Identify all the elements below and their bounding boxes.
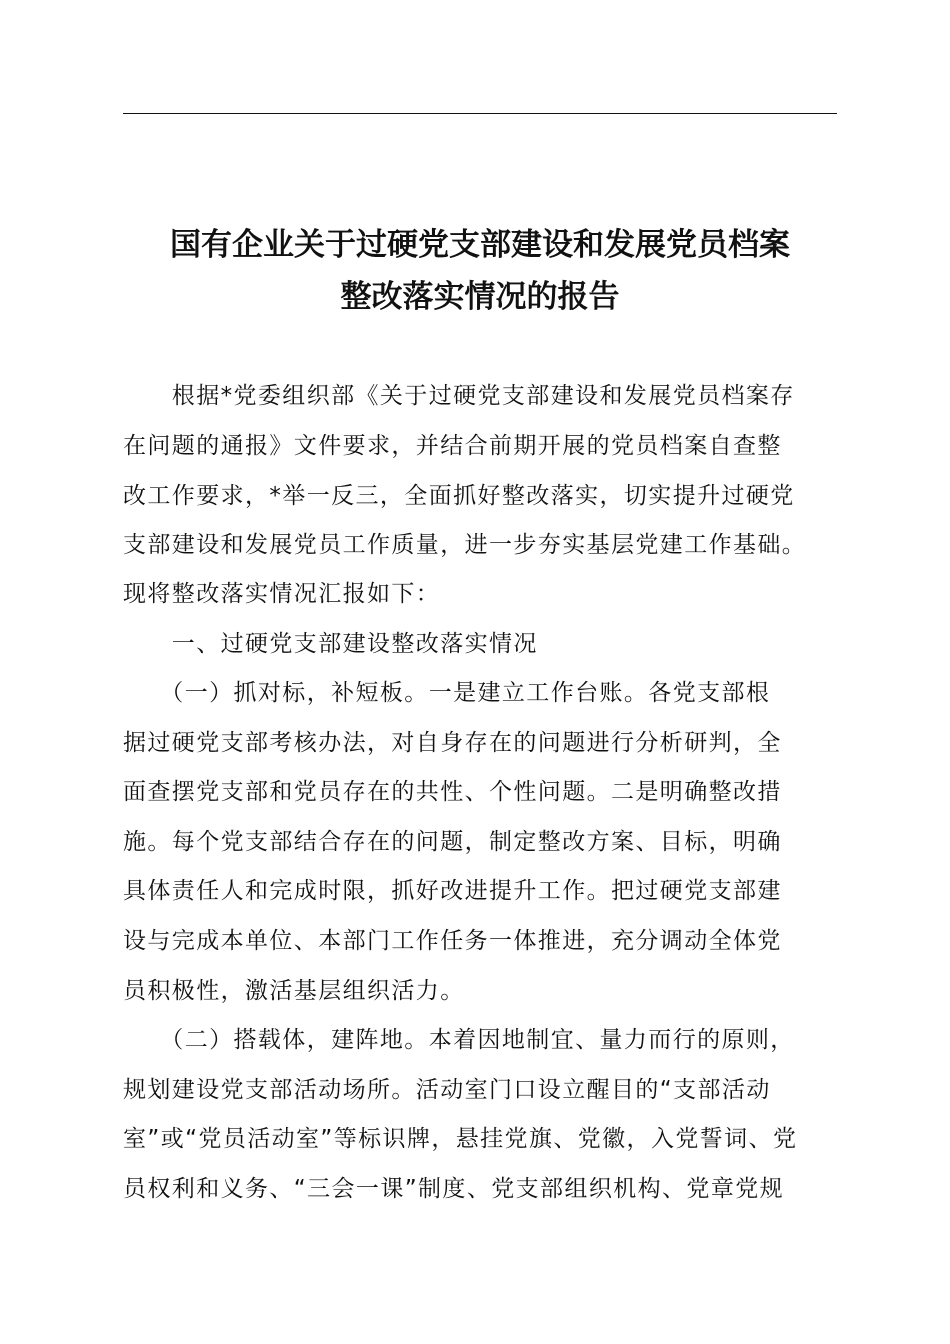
body-line: 在问题的通报》文件要求，并结合前期开展的党员档案自查整 — [123, 433, 782, 459]
body-line: 室”或“党员活动室”等标识牌，悬挂党旗、党徽，入党誓词、党 — [123, 1126, 798, 1152]
body-line: 支部建设和发展党员工作质量，进一步夯实基层党建工作基础。 — [123, 532, 807, 558]
body-line: 现将整改落实情况汇报如下： — [123, 581, 441, 607]
body-line: 员权利和义务、“三会一课”制度、党支部组织机构、党章党规 — [123, 1176, 785, 1202]
document-title-line-1: 国有企业关于过硬党支部建设和发展党员档案 — [170, 227, 790, 263]
body-line: （二）搭载体，建阵地。本着因地制宜、量力而行的原则， — [123, 1027, 795, 1053]
section-heading: 一、过硬党支部建设整改落实情况 — [123, 631, 538, 657]
header-rule — [123, 113, 837, 114]
body-line: 面查摆党支部和党员存在的共性、个性问题。二是明确整改措 — [123, 779, 782, 805]
body-line: （一）抓对标，补短板。一是建立工作台账。各党支部根 — [123, 680, 771, 706]
body-line: 改工作要求，*举一反三，全面抓好整改落实，切实提升过硬党 — [123, 483, 795, 509]
body-line: 具体责任人和完成时限，抓好改进提升工作。把过硬党支部建 — [123, 878, 782, 904]
body-line: 设与完成本单位、本部门工作任务一体推进，充分调动全体党 — [123, 928, 782, 954]
body-line: 规划建设党支部活动场所。活动室门口设立醒目的“支部活动 — [123, 1077, 771, 1103]
body-line: 员积极性，激活基层组织活力。 — [123, 978, 465, 1004]
body-line: 根据*党委组织部《关于过硬党支部建设和发展党员档案存 — [123, 383, 795, 409]
body-line: 据过硬党支部考核办法，对自身存在的问题进行分析研判，全 — [123, 730, 782, 756]
body-line: 施。每个党支部结合存在的问题，制定整改方案、目标，明确 — [123, 829, 782, 855]
document-title-line-2: 整改落实情况的报告 — [340, 279, 620, 315]
